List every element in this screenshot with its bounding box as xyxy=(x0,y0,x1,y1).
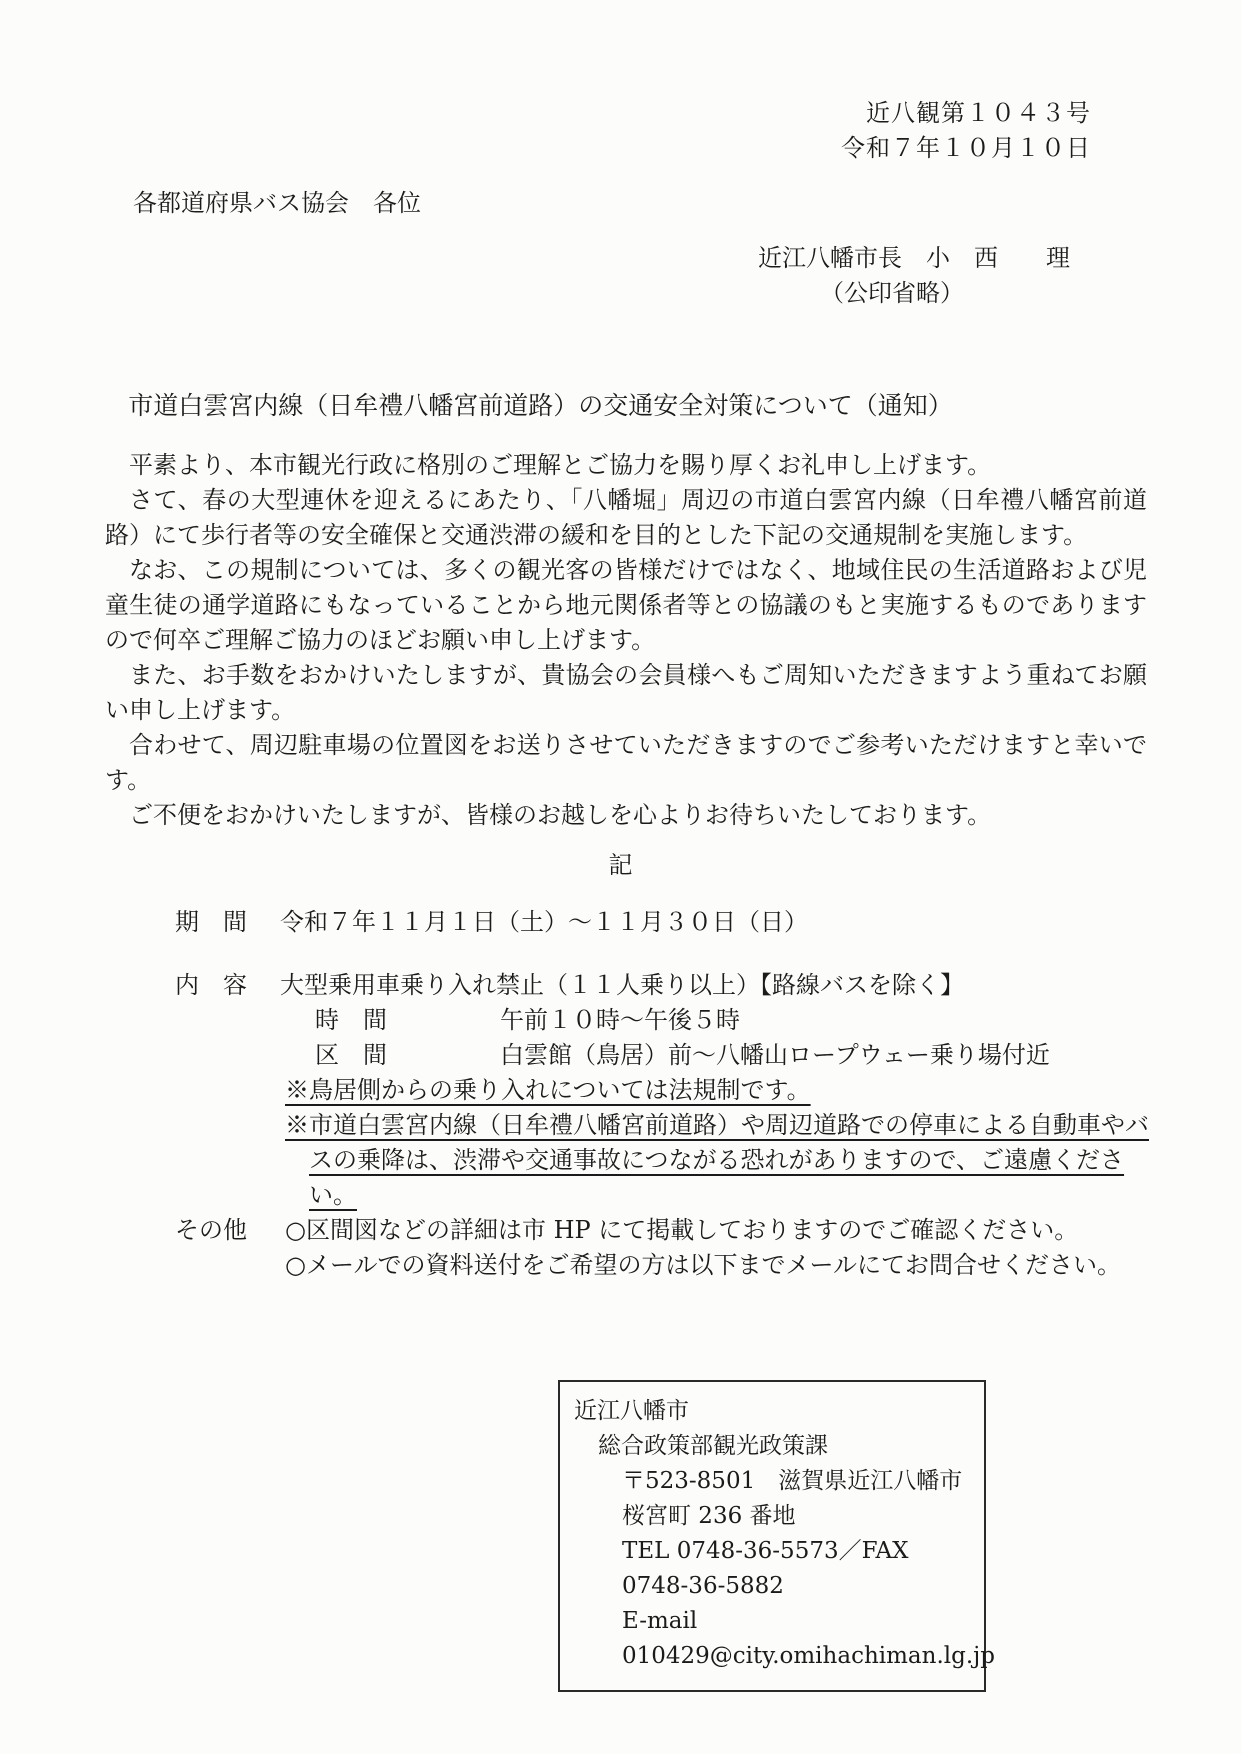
document-header xyxy=(841,96,1091,166)
contact-box xyxy=(558,1380,996,1692)
letter-body xyxy=(105,448,1147,833)
body-paragraph: なお、この規制については、多くの観光客の皆様だけではなく、地域住民の生活道路および児童生徒の通学道路にもなっていることから地元関係者等との協議のもと実施するものでありますので何卒ご理解ご協力のほどお願い申し上げます。 xyxy=(105,556,1147,654)
section-row xyxy=(315,1038,1155,1073)
sender-block xyxy=(758,241,1070,311)
body-paragraph: また、お手数をおかけいたしますが、貴協会の会員様へもご周知いただきますよう重ねてお願い申し上げます。 xyxy=(105,661,1147,724)
time-label: 時 間 xyxy=(315,1006,387,1034)
period-value: 令和７年１１月１日（土）～１１月３０日（日） xyxy=(280,908,808,936)
period-label: 期 間 xyxy=(175,908,247,936)
body-paragraph: さて、春の大型連休を迎えるにあたり、「八幡堀」周辺の市道白雲宮内線（日牟禮八幡宮前道路）にて歩行者等の安全確保と交通渋滞の緩和を目的とした下記の交通規制を実施します。 xyxy=(105,486,1147,549)
section-label: 区 間 xyxy=(315,1041,387,1069)
contact-city: 近江八幡市 xyxy=(574,1398,689,1424)
note-torii: ※鳥居側からの乗り入れについては法規制です。 xyxy=(285,1076,811,1104)
time-value: 午前１０時～午後５時 xyxy=(500,1006,740,1034)
body-paragraph: ご不便をおかけいたしますが、皆様のお越しを心よりお待ちいたしております。 xyxy=(129,801,992,829)
other-label: その他 xyxy=(175,1216,247,1244)
contact-department: 総合政策部観光政策課 xyxy=(598,1433,828,1459)
contact-email: E-mail 010429@city.omihachiman.lg.jp xyxy=(622,1608,996,1669)
record-marker: 記 xyxy=(608,851,633,879)
mayor-signature: 近江八幡市長 小 西 理 xyxy=(758,244,1070,272)
content-value: 大型乗用車乗り入れ禁止（１１人乗り以上）【路線バスを除く】 xyxy=(280,971,964,999)
other-row xyxy=(175,1213,1155,1283)
period-row xyxy=(175,905,1155,940)
time-row xyxy=(315,1003,1155,1038)
section-value: 白雲館（鳥居）前～八幡山ロープウェー乗り場付近 xyxy=(500,1041,1050,1069)
other-item-mail: ○メールでの資料送付をご希望の方は以下までメールにてお問合せください。 xyxy=(285,1251,1121,1279)
body-paragraph: 平素より、本市観光行政に格別のご理解とご協力を賜り厚くお礼申し上げます。 xyxy=(129,451,992,479)
body-paragraph: 合わせて、周辺駐車場の位置図をお送りさせていただきますのでご参考いただけますと幸いです。 xyxy=(105,731,1147,794)
document-title: 市道白雲宮内線（日牟禮八幡宮前道路）の交通安全対策について（通知） xyxy=(128,391,953,420)
content-row xyxy=(175,968,1155,1003)
note-stopping: ※市道白雲宮内線（日牟禮八幡宮前道路）や周辺道路での停車による自動車やバスの乗降は、渋滞や交通事故につながる恐れがありますので、ご遠慮ください。 xyxy=(285,1111,1149,1209)
seal-note: （公印省略） xyxy=(820,279,964,307)
contact-tel-fax: TEL 0748-36-5573／FAX 0748-36-5882 xyxy=(622,1538,909,1599)
record-section xyxy=(175,905,1155,1283)
doc-number: 近八観第１０４３号 xyxy=(866,99,1091,127)
contact-address: 〒523-8501 滋賀県近江八幡市桜宮町 236 番地 xyxy=(622,1468,963,1529)
content-label: 内 容 xyxy=(175,971,247,999)
other-items xyxy=(285,1213,1121,1283)
other-item-hp: ○区間図などの詳細は市 HP にて掲載しておりますのでご確認ください。 xyxy=(285,1216,1079,1244)
addressee: 各都道府県バス協会 各位 xyxy=(133,189,421,217)
doc-date: 令和７年１０月１０日 xyxy=(841,134,1091,162)
